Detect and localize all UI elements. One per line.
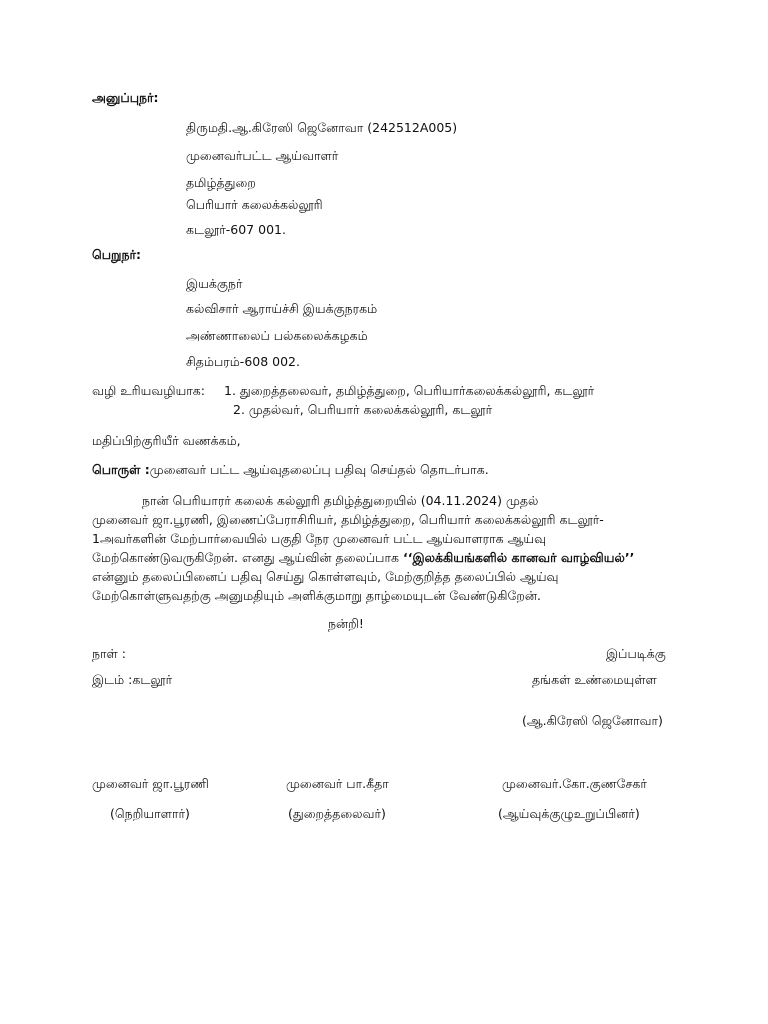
- thanks-text: நன்றி!: [328, 616, 364, 631]
- date-label: நாள் :: [92, 646, 127, 661]
- via-label: வழி உரியவழியாக:: [92, 383, 206, 398]
- recipient-directorate: கல்விசார் ஆராய்ச்சி இயக்குநரகம்: [186, 301, 378, 316]
- body-line: 1அவர்களின் மேற்பார்வையில் பகுதி நேர முனைவர் பட்ட ஆய்வாளராக ஆய்வு: [92, 531, 547, 546]
- sender-heading: அனுப்புநர்:: [92, 90, 159, 105]
- closing-line-1: இப்படிக்கு: [606, 646, 666, 661]
- place-label: இடம் :கடலூர்: [92, 672, 173, 687]
- via-item-1: 1. துறைத்தலைவர், தமிழ்த்துறை, பெரியார்கலைக்கல்லூரி, கடலூர்: [224, 383, 595, 398]
- body-line-text: மேற்கொண்டுவருகிறேன். எனது ஆய்வின் தலைப்பாக: [92, 550, 403, 565]
- sender-designation: முனைவர்பட்ட ஆய்வாளர்: [186, 148, 339, 163]
- recipient-heading: பெறுநர்:: [92, 247, 142, 262]
- signatory-name-2: முனைவர் பா.கீதா: [286, 776, 389, 791]
- salutation: மதிப்பிற்குரியீர் வணக்கம்,: [92, 433, 241, 448]
- via-item-2: 2. முதல்வர், பெரியார் கலைக்கல்லூரி, கடலூர்: [233, 402, 493, 417]
- signatory-name-1: முனைவர் ஜா.பூரணி: [92, 776, 209, 791]
- body-line: என்னும் தலைப்பினைப் பதிவு செய்து கொள்ளவும், மேற்குறித்த தலைப்பில் ஆய்வு: [92, 569, 559, 584]
- recipient-university: அண்ணாலைப் பல்கலைக்கழகம்: [186, 328, 368, 343]
- signatory-name-3: முனைவர்.கோ.குணசேகர்: [502, 776, 647, 791]
- sender-city: கடலூர்-607 001.: [186, 222, 286, 237]
- sender-signature-name: (ஆ.கிரேஸி ஜெனோவா): [522, 713, 663, 728]
- sender-college: பெரியார் கலைக்கல்லூரி: [186, 197, 323, 212]
- signatory-role-3: (ஆய்வுக்குழுஉறுப்பினர்): [498, 806, 640, 821]
- body-line: மேற்கொள்ளுவதற்கு அனுமதியும் அளிக்குமாறு தாழ்மையுடன் வேண்டுகிறேன்.: [92, 588, 541, 603]
- subject-label: பொருள் :: [92, 462, 150, 477]
- body-line: முனைவர் ஜா.பூரணி, இணைப்பேராசிரியர், தமிழ்த்துறை, பெரியார் கலைக்கல்லூரி கடலூர்-: [92, 512, 604, 527]
- closing-line-2: தங்கள் உண்மையுள்ள: [532, 672, 657, 687]
- recipient-title: இயக்குநர்: [186, 276, 243, 291]
- research-title: ‘‘இலக்கியங்களில் கானவர் வாழ்வியல்’’: [402, 550, 635, 565]
- signatory-role-2: (துறைத்தலைவர்): [288, 806, 386, 821]
- body-line: நான் பெரியாரர் கலைக் கல்லூரி தமிழ்த்துறையில் (04.11.2024) முதல்: [142, 493, 539, 508]
- sender-department: தமிழ்த்துறை: [186, 175, 256, 190]
- subject-line: [92, 462, 489, 478]
- body-line: [92, 548, 682, 567]
- recipient-city: சிதம்பரம்-608 002.: [186, 354, 300, 369]
- body-paragraph: [92, 491, 682, 605]
- sender-name-line: திருமதி.ஆ.கிரேஸி ஜெனோவா (242512A005): [186, 120, 458, 135]
- subject-text: முனைவர் பட்ட ஆய்வுதலைப்பு பதிவு செய்தல் தொடர்பாக.: [149, 462, 489, 477]
- signatory-role-1: (நெறியாளார்): [110, 806, 190, 821]
